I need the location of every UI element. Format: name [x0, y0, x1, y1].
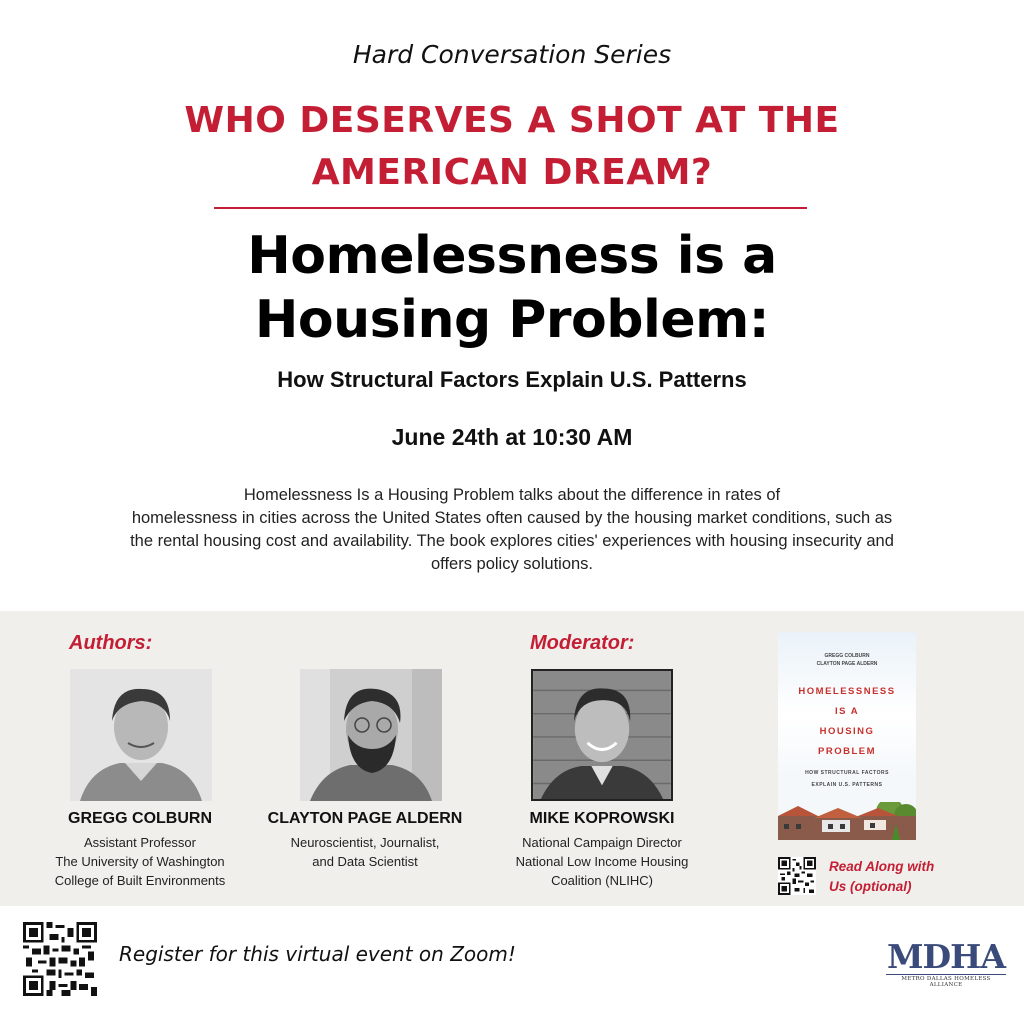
speaker-name-gregg-colburn: GREGG COLBURN: [68, 810, 212, 827]
mdha-logo-subtext: METRO DALLAS HOMELESS ALLIANCE: [886, 974, 1006, 988]
event-date: June 24th at 10:30 AM: [391, 424, 633, 450]
divider-rule: [214, 207, 807, 209]
speaker-name-clayton-page-aldern: CLAYTON PAGE ALDERN: [267, 810, 463, 827]
event-subtitle: How Structural Factors Explain U.S. Patterns: [277, 367, 747, 392]
book-cover: [778, 632, 916, 840]
mdha-logo-text: MDHA: [887, 937, 1005, 976]
event-description: [50, 484, 974, 576]
title-line-2: Housing Problem:: [254, 290, 770, 350]
speaker-photo-clayton-page-aldern: [300, 669, 442, 801]
headline: [0, 95, 1024, 199]
headline-line-1: WHO DESERVES A SHOT AT THE: [184, 100, 840, 141]
description-line-1: Homelessness Is a Housing Problem talks about the difference in rates of: [243, 486, 781, 504]
speaker-role-mike-koprowski: National Campaign Director National Low Income Housing Coalition (NLIHC): [515, 835, 689, 888]
speaker-role-clayton-page-aldern: Neuroscientist, Journalist, and Data Scientist: [290, 835, 440, 869]
series-label: Hard Conversation Series: [352, 40, 672, 69]
description-line-3: the rental housing cost and availability. The book explores cities' experiences with housing insecurity and: [130, 532, 894, 550]
read-along-qr-code[interactable]: [778, 857, 816, 895]
headline-line-2: AMERICAN DREAM?: [311, 152, 713, 193]
speaker-photo-gregg-colburn: [70, 669, 212, 801]
moderator-label: Moderator:: [530, 632, 635, 654]
event-title: [0, 224, 1024, 352]
speaker-name-mike-koprowski: MIKE KOPROWSKI: [529, 810, 675, 827]
description-line-4: offers policy solutions.: [430, 555, 594, 573]
description-line-2: homelessness in cities across the United States often caused by the housing market conditions, such as: [131, 509, 893, 527]
houses-illustration-icon: [778, 802, 916, 840]
authors-label: Authors:: [69, 632, 153, 654]
read-along-link[interactable]: Read Along with Us (optional): [829, 859, 935, 894]
title-line-1: Homelessness is a: [247, 226, 777, 286]
book-cover-title: HOMELESSNESS IS A HOUSING PROBLEM: [798, 686, 896, 757]
speaker-role-gregg-colburn: Assistant Professor The University of Washington College of Built Environments: [54, 835, 226, 888]
book-cover-subtitle: HOW STRUCTURAL FACTORS EXPLAIN U.S. PATTERNS: [805, 770, 889, 788]
book-cover-authors: GREGG COLBURN CLAYTON PAGE ALDERN: [816, 653, 878, 667]
speaker-photo-mike-koprowski: [531, 669, 673, 801]
mdha-logo: [886, 937, 1006, 988]
register-call-to-action[interactable]: Register for this virtual event on Zoom!: [119, 942, 516, 966]
register-qr-code[interactable]: [23, 922, 97, 996]
